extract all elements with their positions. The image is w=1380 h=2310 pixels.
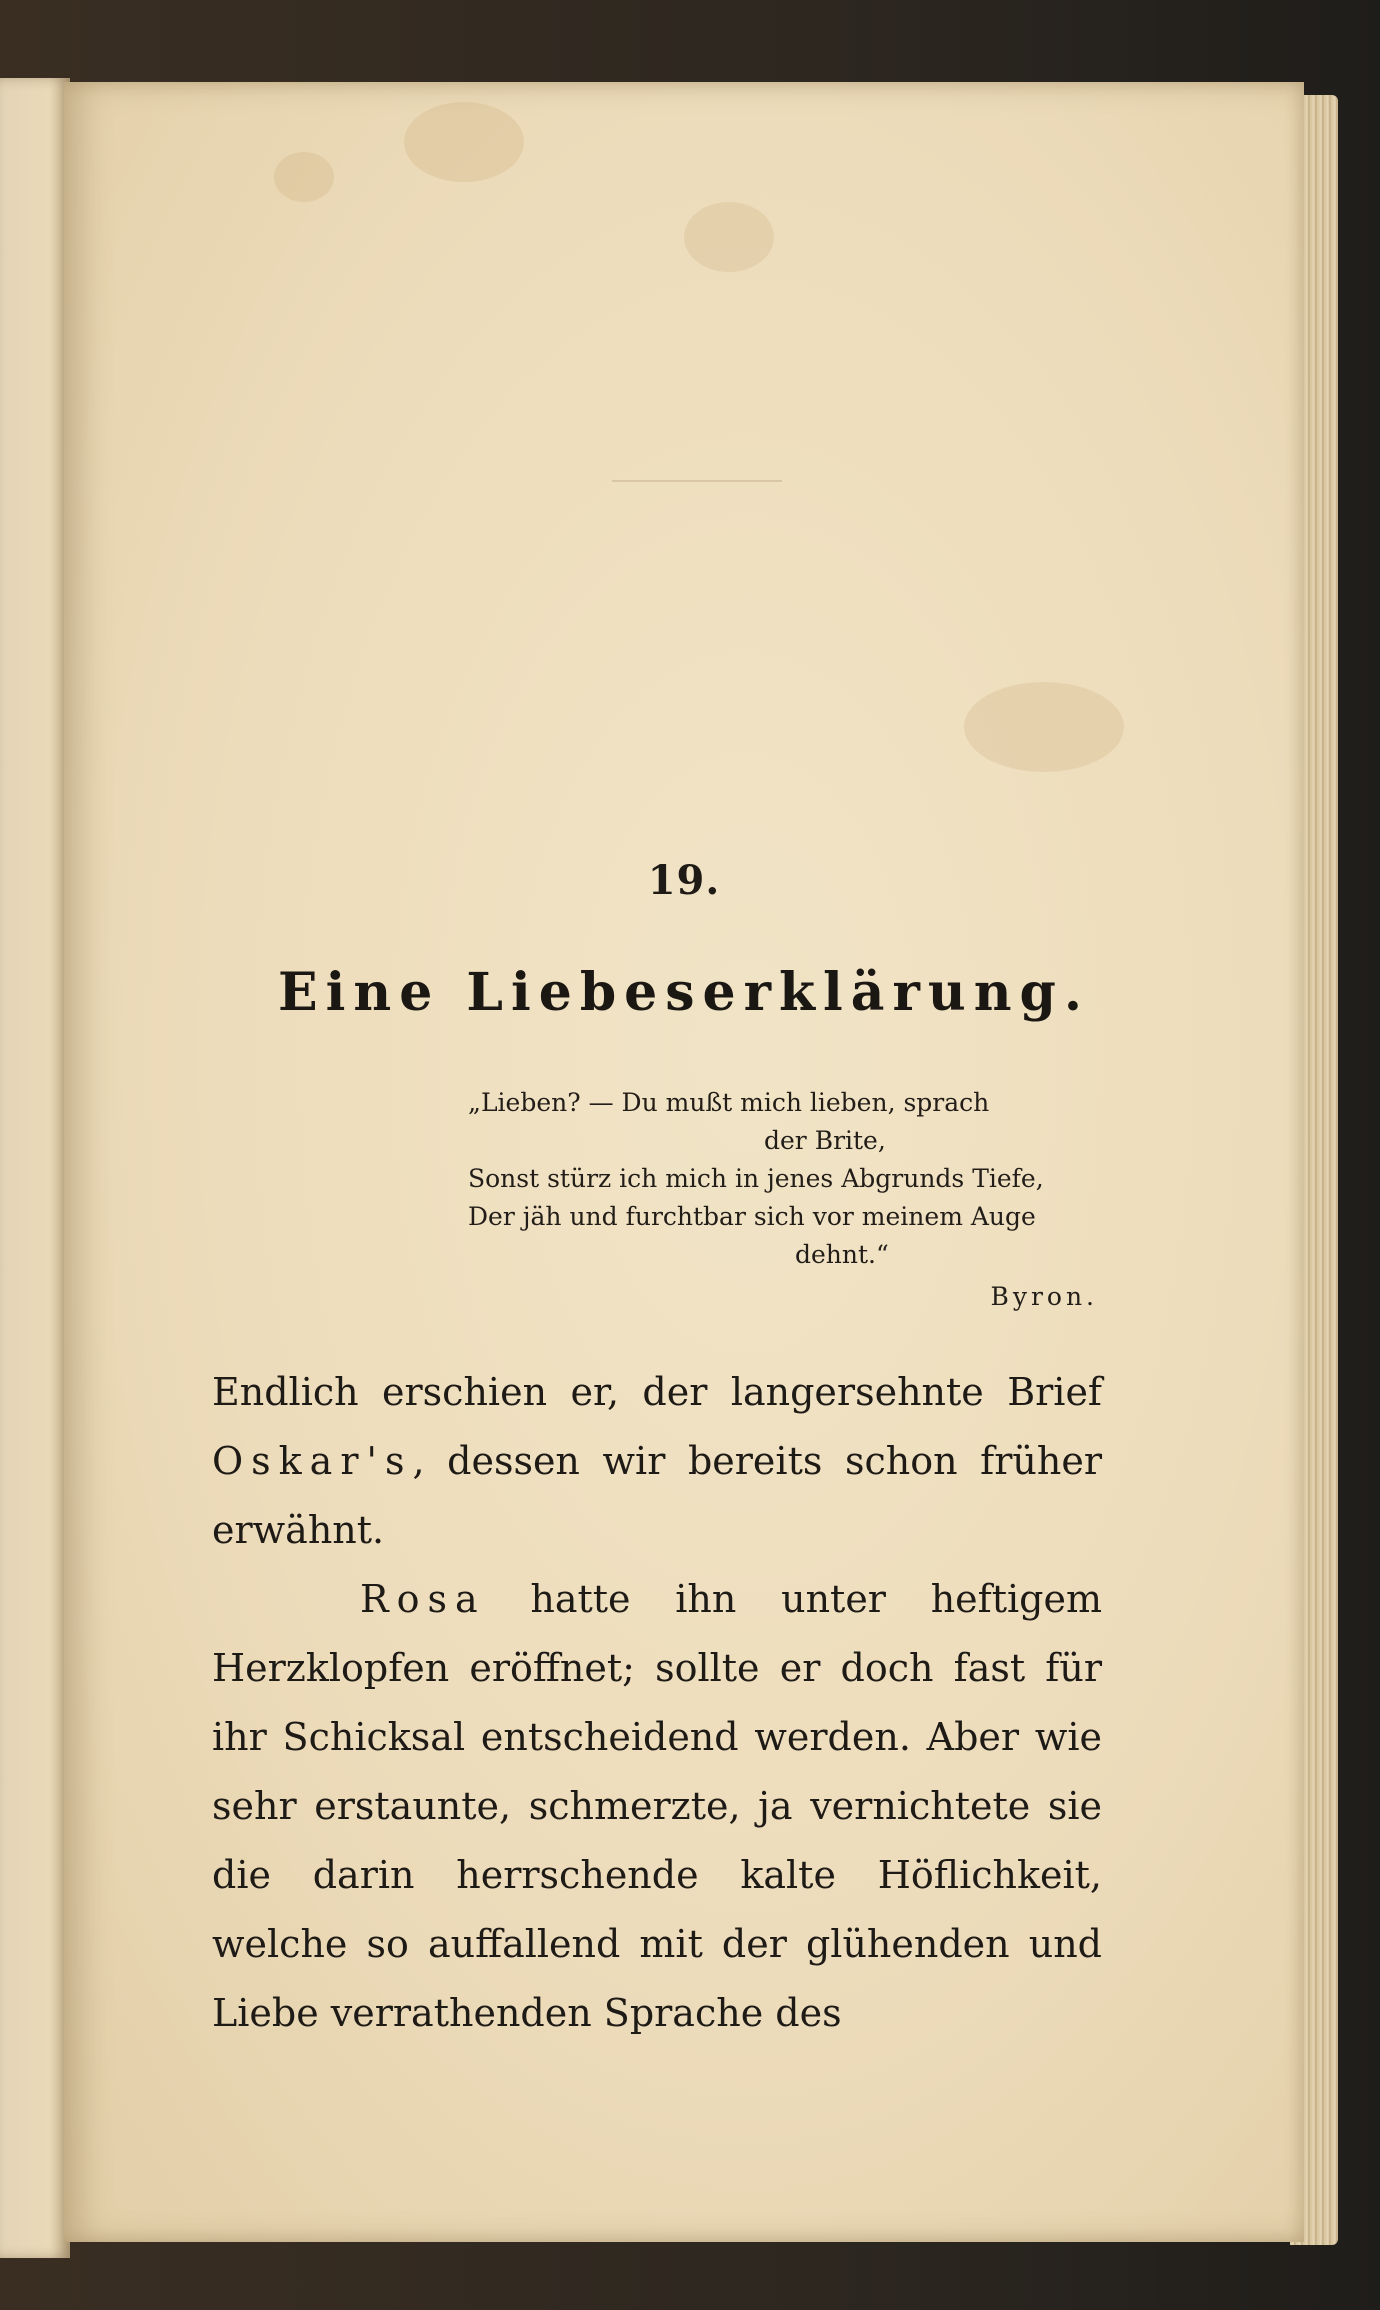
paragraph-text: , dessen wir bereits schon früher erwähnt.: [212, 1439, 1102, 1552]
chapter-title: Eine Liebeserklärung.: [278, 962, 1090, 1023]
body-text: [212, 1358, 1102, 2048]
motto-author: Byron.: [990, 1282, 1098, 1311]
emphasized-name: Oskar's: [212, 1439, 413, 1483]
paper-stain: [684, 202, 774, 272]
motto-line: Der jäh und furchtbar sich vor meinem Auge: [468, 1202, 1036, 1231]
paragraph: [212, 1358, 1102, 1565]
book-page: [64, 82, 1304, 2242]
chapter-motto: [468, 1084, 1098, 1316]
chapter-number: 19.: [647, 857, 721, 904]
motto-line: der Brite,: [764, 1126, 886, 1155]
motto-line: „Lieben? — Du mußt mich lieben, sprach: [468, 1088, 990, 1117]
previous-page-edge: [0, 78, 70, 2258]
motto-line: Sonst stürz ich mich in jenes Abgrunds Tiefe,: [468, 1164, 1044, 1193]
paper-stain: [274, 152, 334, 202]
paragraph: [212, 1565, 1102, 2048]
motto-line: dehnt.“: [795, 1240, 889, 1269]
paper-stain: [964, 682, 1124, 772]
paragraph-text: hatte ihn unter heftigem Herzklopfen eröffnet; sollte er doch fast für ihr Schicksal entscheidend werden. Aber wie sehr erstaunte, schmerzte, ja vernichtete sie die darin herrschende kalte Höflichkeit, welche so auffallend mit der glühenden und Liebe verrathenden Sprache des: [212, 1577, 1102, 2035]
bleed-through-rule: [612, 480, 782, 482]
paragraph-text: Endlich erschien er, der langersehnte Brief: [212, 1370, 1102, 1414]
paper-stain: [404, 102, 524, 182]
emphasized-name: Rosa: [360, 1577, 486, 1621]
